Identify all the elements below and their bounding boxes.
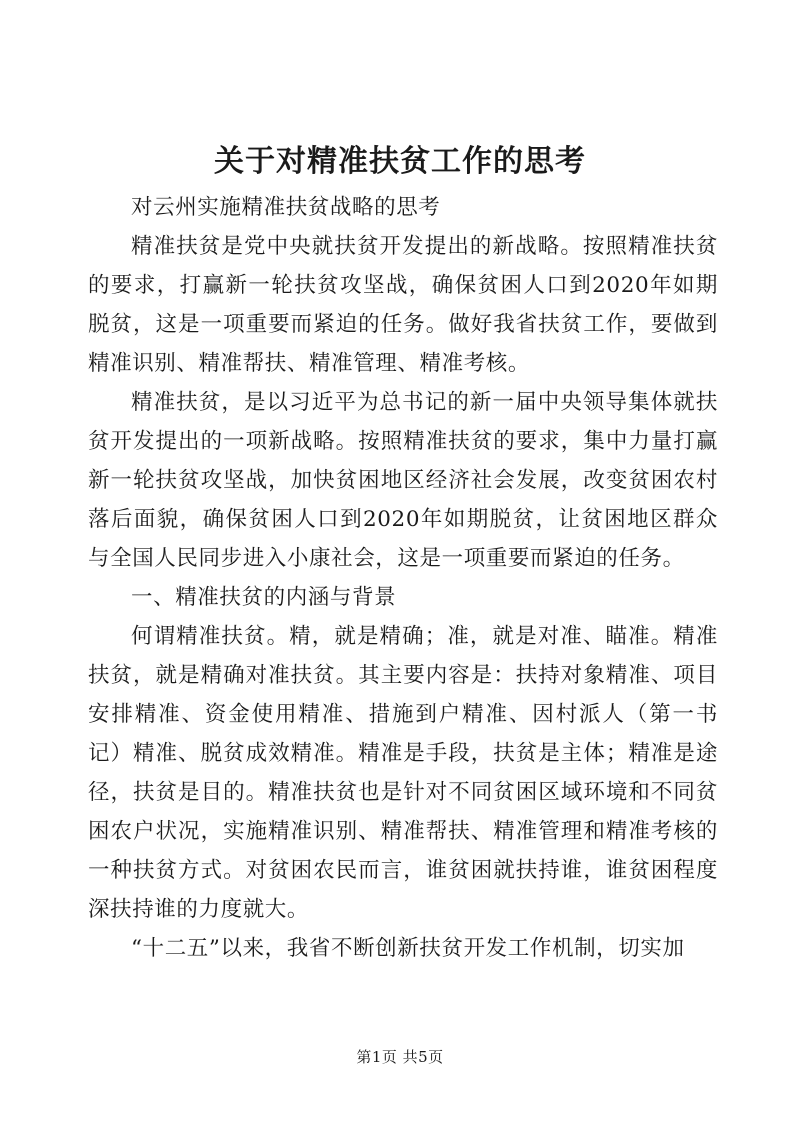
body-paragraph: 精准扶贫，是以习近平为总书记的新一届中央领导集体就扶贫开发提出的一项新战略。按照精准扶贫的要求，集中力量打赢新一轮扶贫攻坚战，加快贫困地区经济社会发展，改变贫困农村落后面貌，确保贫困人口到2020年如期脱贫，让贫困地区群众与全国人民同步进入小康社会，这是一项重要而紧迫的任务。 [88,390,718,571]
body-paragraph: 何谓精准扶贫。精，就是精确；准，就是对准、瞄准。精准扶贫，就是精确对准扶贫。其主要内容是：扶持对象精准、项目安排精准、资金使用精准、措施到户精准、因村派人（第一书记）精准、脱贫成效精准。精准是手段，扶贫是主体；精准是途径，扶贫是目的。精准扶贫也是针对不同贫困区域环境和不同贫困农户状况，实施精准识别、精准帮扶、精准管理和精准考核的一种扶贫方式。对贫困农民而言，谁贫困就扶持谁，谁贫困程度深扶持谁的力度就大。 [88,624,718,922]
section-heading: 一、精准扶贫的内涵与背景 [131,585,397,610]
body-paragraph: “十二五”以来，我省不断创新扶贫开发工作机制，切实加 [131,936,685,961]
subtitle-paragraph: 对云州实施精准扶贫战略的思考 [131,195,441,220]
body-paragraph: 精准扶贫是党中央就扶贫开发提出的新战略。按照精准扶贫的要求，打赢新一轮扶贫攻坚战，确保贫困人口到2020年如期脱贫，这是一项重要而紧迫的任务。做好我省扶贫工作，要做到精准识别、精准帮扶、精准管理、精准考核。 [88,234,718,376]
page-footer: 第1页 共5页 [356,1048,444,1066]
document-title: 关于对精准扶贫工作的思考 [214,144,586,179]
document-body [88,188,718,968]
